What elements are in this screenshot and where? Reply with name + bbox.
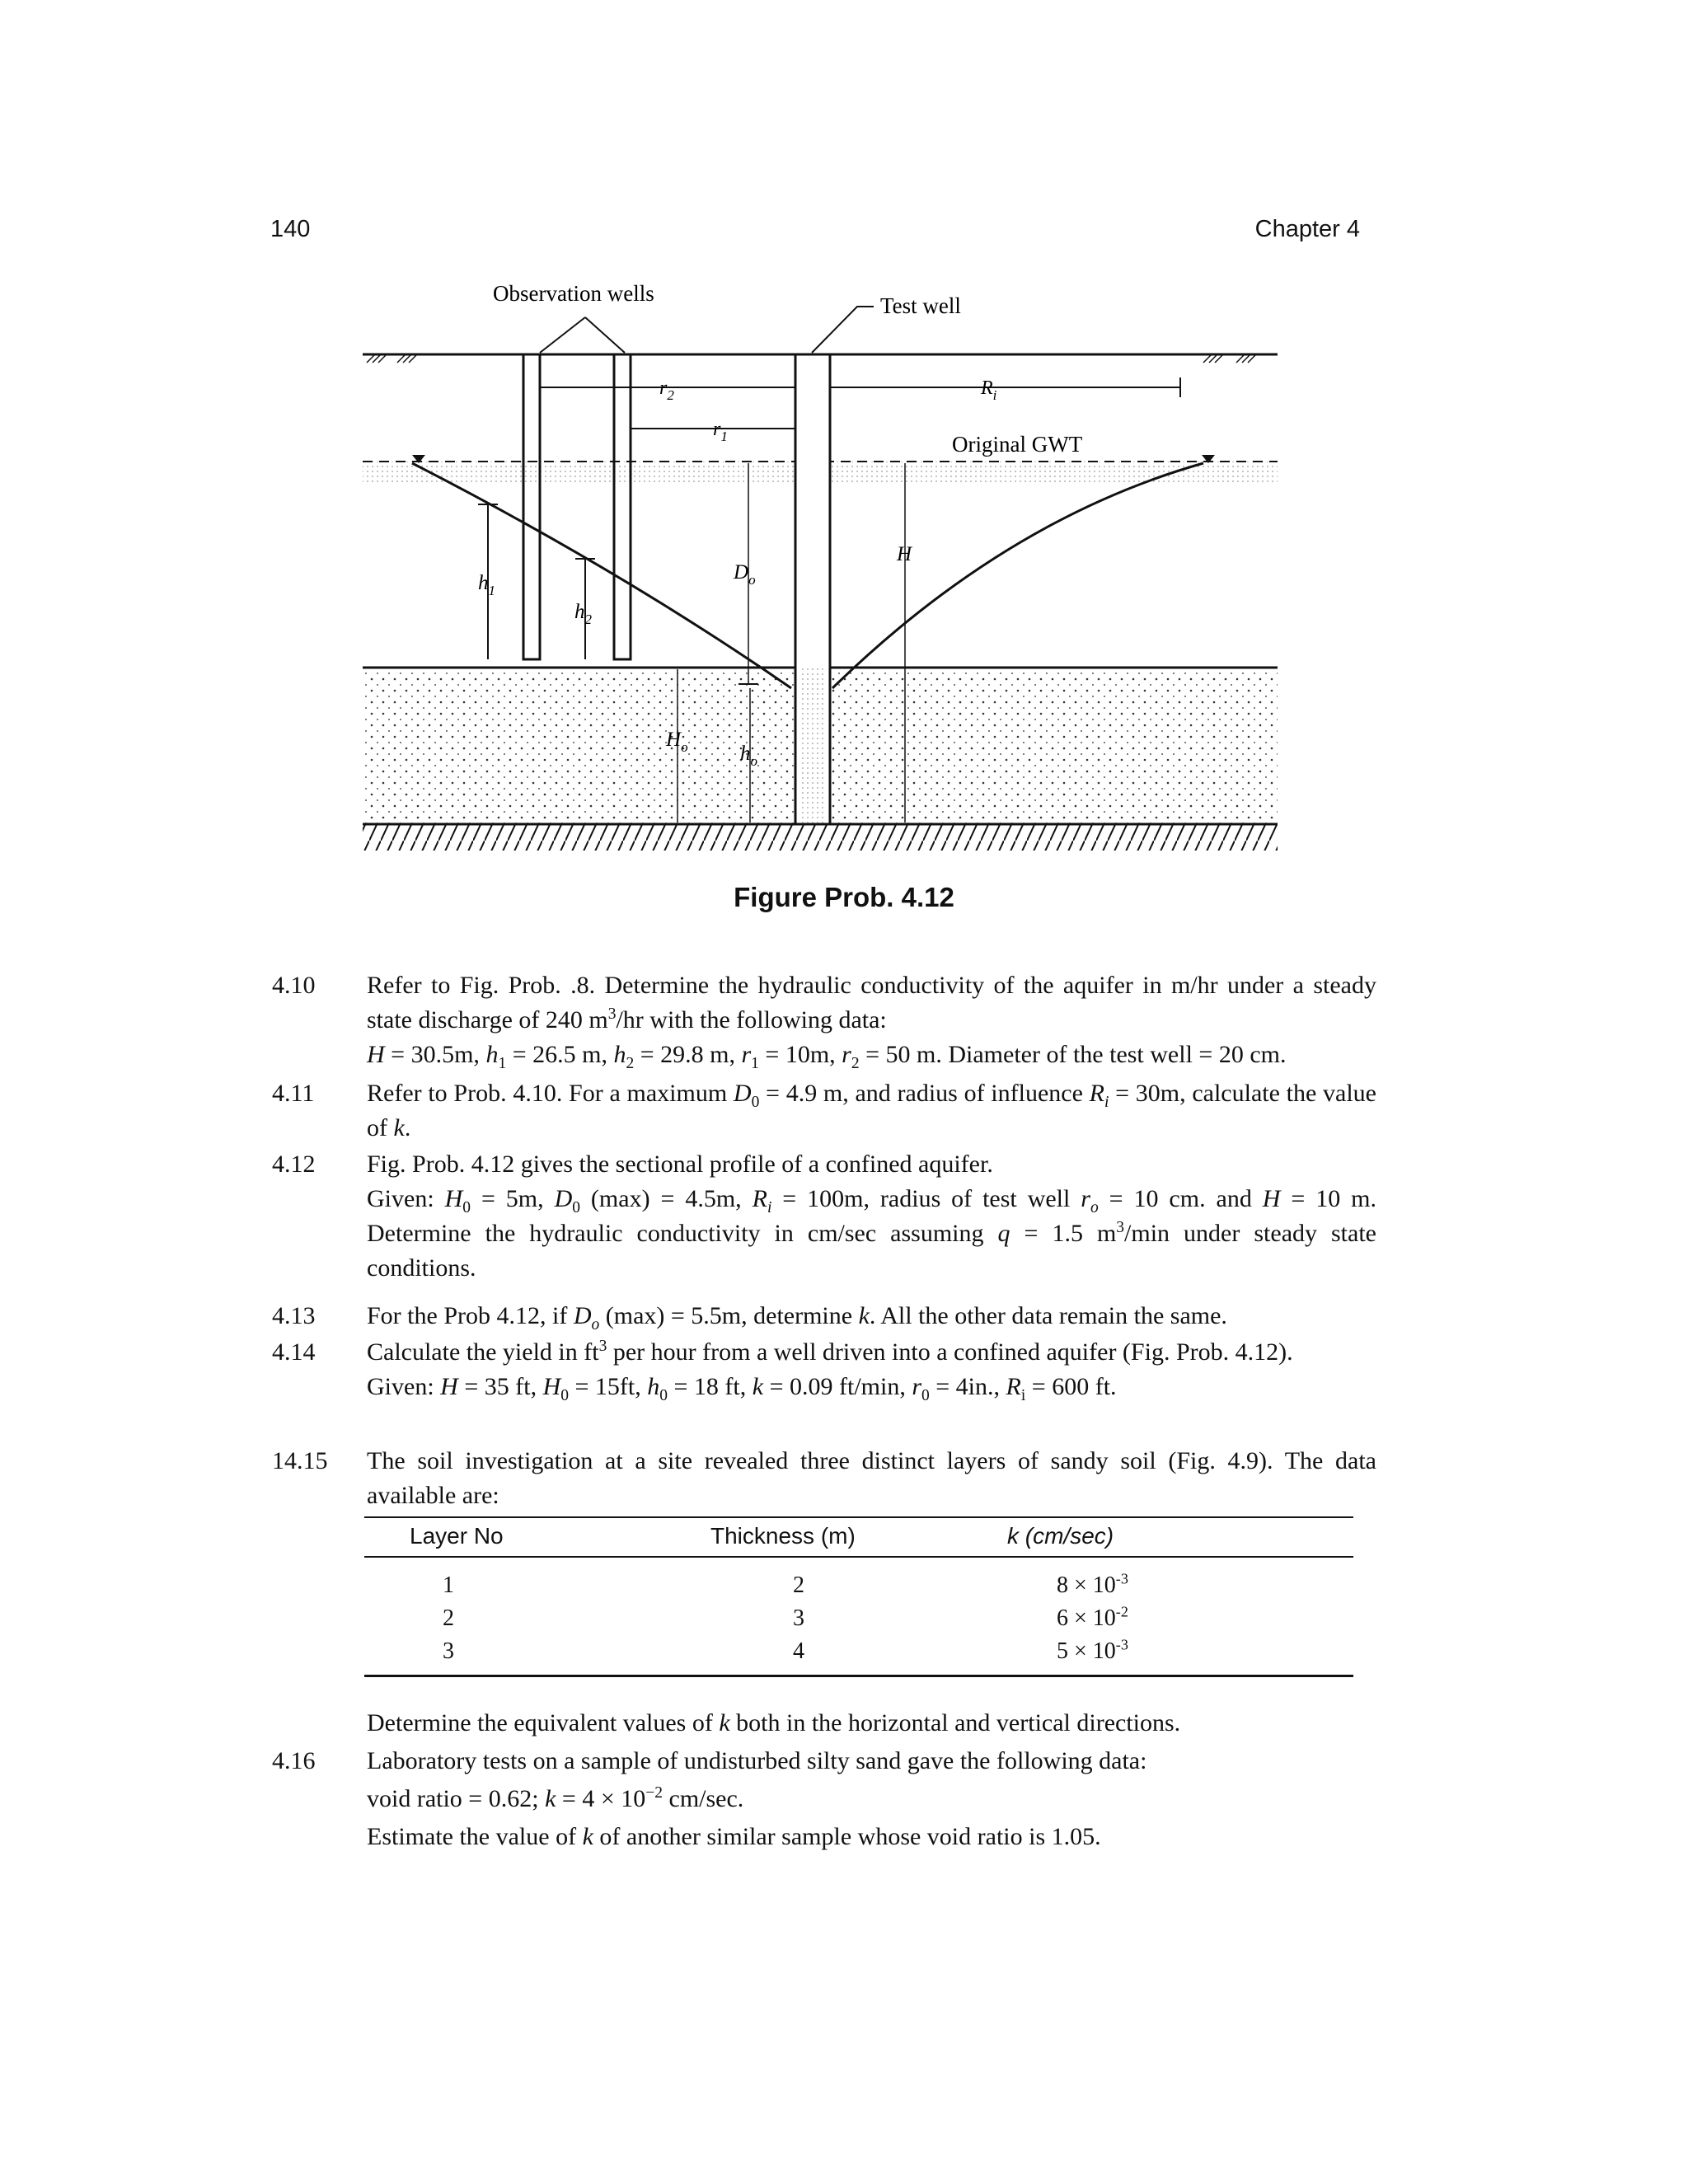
problem-number: 4.13 bbox=[272, 1302, 316, 1329]
problem-extra: Given: H = 35 ft, $H_0 = 15ft$, $h_0 = 18$ ft, k = 0.09 ft/min, $r_0 = 4in$., $R_i = 600$ ft. bbox=[367, 1373, 1117, 1404]
table-header-layer: Layer No bbox=[364, 1517, 562, 1557]
problem-4-11 bbox=[272, 1076, 1376, 1146]
problem-4-12 bbox=[272, 1147, 1376, 1286]
problem-text: Refer to Fig. Prob. .8. Determine the hydraulic conductivity of the aquifer in m/hr under a steady state discharge of 240 $m^3/hr$ with the following data: bbox=[367, 972, 1376, 1033]
label-ho-upper: $H_o$ bbox=[666, 729, 688, 755]
problem-text: For the Prob 4.12, if $D_o$ (max) = 5.5m, determine k. All the other data remain the same. bbox=[367, 1302, 1227, 1333]
problem-number: 4.11 bbox=[272, 1080, 315, 1107]
table-cell: $5 \times 10^{-3}$ bbox=[958, 1635, 1353, 1676]
impervious-base bbox=[363, 824, 1278, 851]
problem-4-10 bbox=[272, 968, 1376, 1072]
page-number: 140 bbox=[270, 216, 311, 242]
label-r1: $r_1$ bbox=[713, 419, 728, 444]
problem-number: 14.15 bbox=[272, 1447, 328, 1474]
table-cell: 3 bbox=[364, 1635, 562, 1676]
problem-text: Laboratory tests on a sample of undisturbed silty sand gave the following data: bbox=[367, 1747, 1147, 1774]
problem-text: Calculate the yield in $ft^3$ per hour from a well driven into a confined aquifer (Fig. Prob. 4.12). bbox=[367, 1338, 1293, 1366]
label-test-well: Test well bbox=[880, 293, 961, 318]
table-header-thickness: Thickness (m) bbox=[562, 1517, 958, 1557]
label-ho-lower: $h_o$ bbox=[740, 743, 757, 769]
label-h: H bbox=[897, 543, 912, 565]
label-h1: $h_1$ bbox=[478, 572, 495, 598]
table-row bbox=[364, 1635, 1353, 1676]
problem-number: 4.16 bbox=[272, 1747, 316, 1774]
observation-well-2 bbox=[614, 354, 631, 659]
problem-number: 4.10 bbox=[272, 972, 316, 999]
table-cell: 2 bbox=[793, 1572, 804, 1598]
problem-4-14 bbox=[272, 1335, 1376, 1404]
label-do: $D_o$ bbox=[734, 561, 756, 588]
figure-caption: Figure Prob. 4.12 bbox=[734, 882, 954, 912]
label-ri: $R_i$ bbox=[981, 377, 997, 403]
aquifer-figure bbox=[346, 272, 1294, 865]
soil-layer-table bbox=[364, 1516, 1353, 1677]
table-followup bbox=[272, 1706, 1376, 1741]
table-row bbox=[364, 1602, 1353, 1635]
observation-well-1 bbox=[523, 354, 540, 659]
problem-4-16 bbox=[272, 1744, 1376, 1854]
problem-number: 4.12 bbox=[272, 1151, 316, 1178]
problem-extra: H = 30.5m, $h_1 = 26.5$ m, $h_2 = 29.8$ m, $r_1 = 10m$, $r_2 = 50$ m. Diameter of the test well = 20 cm. bbox=[367, 1041, 1287, 1072]
table-cell: 4 bbox=[562, 1635, 958, 1676]
problem-text: Fig. Prob. 4.12 gives the sectional profile of a confined aquifer. bbox=[367, 1151, 993, 1178]
table-cell: $8 \times 10^{-3}$ bbox=[1057, 1570, 1128, 1598]
label-h2: $h_2$ bbox=[574, 601, 592, 627]
label-original-gwt: Original GWT bbox=[952, 432, 1083, 457]
chapter-header: Chapter 4 bbox=[1254, 216, 1360, 242]
label-r2: $r_2$ bbox=[659, 377, 674, 403]
problem-text: Determine the equivalent values of k both in the horizontal and vertical directions. bbox=[367, 1709, 1181, 1736]
problem-extra: Given: $H_0 = 5m$, $D_0$ (max) = 4.5m, $R_i = 100m$, radius of test well $r_o = 10$ cm. and H = 10 m. Determine the hydraulic conductivity in cm/sec assuming q = 1.5 $m^3/\min$ under steady state conditions. bbox=[367, 1185, 1377, 1282]
table-cell: $6 \times 10^{-2}$ bbox=[1057, 1603, 1128, 1631]
table-header-k: k (cm/sec) bbox=[958, 1517, 1353, 1557]
label-observation-wells: Observation wells bbox=[493, 281, 654, 306]
table-cell: 2 bbox=[443, 1605, 454, 1631]
table-row bbox=[364, 1557, 1353, 1602]
problem-4-13 bbox=[272, 1299, 1376, 1333]
problem-number: 4.14 bbox=[272, 1338, 316, 1366]
problem-text: Refer to Prob. 4.10. For a maximum $D_0 = 4.9$ m, and radius of influence $R_i = 30m$, calculate the value of k. bbox=[367, 1080, 1376, 1141]
problem-text: The soil investigation at a site revealed three distinct layers of sandy soil (Fig. 4.9). The data available are: bbox=[367, 1447, 1376, 1509]
problem-text: Estimate the value of k of another similar sample whose void ratio is 1.05. bbox=[367, 1823, 1101, 1850]
problem-14-15 bbox=[272, 1444, 1376, 1513]
table-cell: 3 bbox=[793, 1605, 804, 1631]
drawdown-curve-right bbox=[832, 463, 1203, 688]
problem-text: void ratio = 0.62; $k = 4 \times 10^{-2}$ cm/sec. bbox=[367, 1784, 744, 1812]
table-cell: 1 bbox=[443, 1572, 454, 1598]
